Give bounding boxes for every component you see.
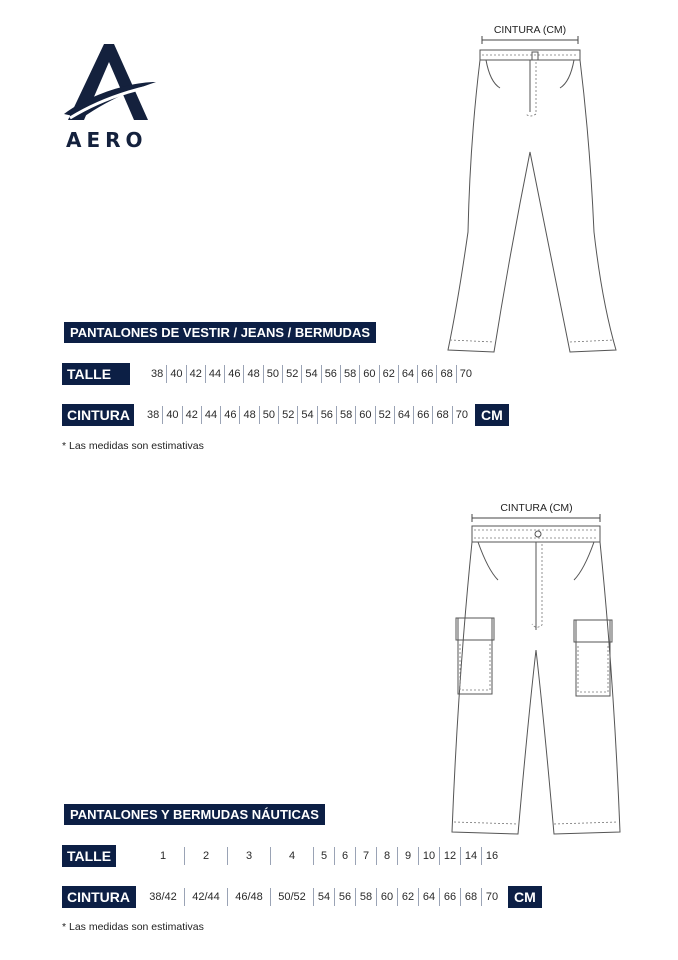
talle-cell-2: 8 [376,847,397,865]
talle-label: TALLE [62,363,130,385]
cargo-waist-label: CINTURA (CM) [500,502,573,514]
cintura-values [144,404,471,426]
cintura-cell: 48 [239,406,258,424]
talle-cell: 68 [436,365,455,383]
aero-logo-mark-icon [60,42,160,124]
talle-cell-2: 12 [439,847,460,865]
cargo-diagram [444,500,629,845]
cintura-cell: 54 [297,406,316,424]
cintura-cell: 58 [336,406,355,424]
cintura-cell-2: 58 [355,888,376,906]
cintura-cell-2: 56 [334,888,355,906]
talle-cell: 42 [186,365,205,383]
jeans-waist-label: CINTURA (CM) [493,24,567,36]
talle-cell-2: 5 [313,847,334,865]
cintura-cell-2: 38/42 [149,891,177,903]
unit-badge: CM [475,404,509,426]
section1-cintura-row [62,404,509,426]
cintura-cell-2: 66 [439,888,460,906]
cintura-cell: 64 [394,406,413,424]
cintura-cell: 42 [182,406,201,424]
section1-title: PANTALONES DE VESTIR / JEANS / BERMUDAS [64,322,376,343]
talle-cell: 48 [243,365,262,383]
cintura-cell-2: 70 [481,888,502,906]
jeans-illustration-icon [430,22,630,362]
talle-cell: 62 [379,365,398,383]
talle-label-2: TALLE [62,845,116,867]
jeans-diagram [430,22,630,362]
section2-note: * Las medidas son estimativas [62,921,204,933]
cintura-cell: 60 [355,406,374,424]
cintura-cell-2: 64 [418,888,439,906]
talle-cell-2: 7 [355,847,376,865]
cintura-cell: 52 [375,406,394,424]
cintura-cell-2: 62 [397,888,418,906]
talle-cell: 52 [282,365,301,383]
cintura-cell-2: 54 [313,888,334,906]
cintura-cell-2: 42/44 [184,888,227,906]
talle-cell-2: 2 [184,847,227,865]
cintura-cell: 70 [452,406,471,424]
brand-name: AERO [66,128,148,152]
cintura-cell-2: 50/52 [270,888,313,906]
talle-cell-2: 3 [227,847,270,865]
cintura-cell-2: 68 [460,888,481,906]
cintura-cell: 52 [278,406,297,424]
cintura-cell: 50 [259,406,278,424]
section2-talle-row [62,845,502,867]
cintura-cell: 40 [162,406,181,424]
talle-cell: 50 [263,365,282,383]
cargo-pants-illustration-icon [444,500,629,845]
talle-cell: 40 [166,365,185,383]
talle-cell: 38 [151,368,164,380]
talle-cell: 44 [205,365,224,383]
talle-cell: 58 [340,365,359,383]
cintura-values-2 [142,886,502,908]
section2-title: PANTALONES Y BERMUDAS NÁUTICAS [64,804,325,825]
cintura-cell: 38 [147,409,160,421]
cintura-cell-2: 60 [376,888,397,906]
talle-cell: 64 [398,365,417,383]
cintura-cell: 46 [220,406,239,424]
cintura-cell: 66 [413,406,432,424]
talle-cell-2: 10 [418,847,439,865]
cintura-cell: 56 [317,406,336,424]
talle-values-2 [142,845,502,867]
cintura-label-2: CINTURA [62,886,136,908]
section1-talle-row [62,363,475,385]
cintura-cell-2: 46/48 [227,888,270,906]
talle-cell-2: 4 [270,847,313,865]
cintura-cell: 68 [432,406,451,424]
cintura-label: CINTURA [62,404,134,426]
talle-cell-2: 9 [397,847,418,865]
talle-cell: 60 [359,365,378,383]
talle-cell-2: 1 [159,850,167,862]
talle-cell-2: 16 [481,847,502,865]
cintura-cell: 44 [201,406,220,424]
talle-cell: 66 [417,365,436,383]
talle-cell: 70 [456,365,475,383]
aero-logo [60,42,160,152]
talle-cell: 54 [301,365,320,383]
talle-cell: 56 [321,365,340,383]
unit-badge-2: CM [508,886,542,908]
talle-cell: 46 [224,365,243,383]
talle-cell-2: 6 [334,847,355,865]
section1-note: * Las medidas son estimativas [62,440,204,452]
talle-values [148,363,475,385]
talle-cell-2: 14 [460,847,481,865]
section2-cintura-row [62,886,542,908]
